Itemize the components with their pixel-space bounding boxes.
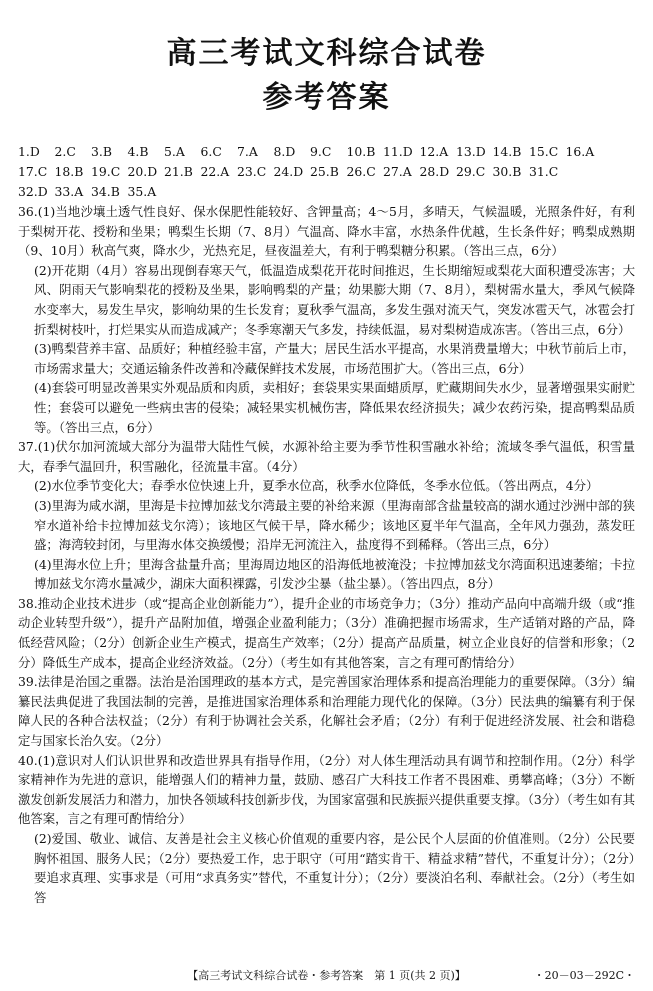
q37-part1: 37.(1)伏尔加河流域大部分为温带大陆性气候，水源补给主要为季节性积雪融水补给；流域冬季气温低，积雪量大，春季气温回升，积雪融化，径流量丰富。（4分） <box>18 439 635 474</box>
answer-item: 24.D <box>273 164 304 179</box>
answer-item: 6.C <box>200 144 222 159</box>
answer-item: 3.B <box>91 144 112 159</box>
q37-part4: (4)里海水位上升；里海含盐量升高；里海周边地区的沿海低地被淹没；卡拉博加兹戈尔湾面积迅速萎缩；卡拉博加兹戈尔湾水量减少，湖床大面积裸露，引发沙尘暴（盐尘暴）。（答出四点，8分） <box>34 556 635 592</box>
page-title: 高三考试文科综合试卷 <box>166 36 487 71</box>
answer-item: 18.B <box>54 164 84 179</box>
answer-item: 1.D <box>18 144 40 159</box>
answer-item: 10.B <box>346 144 376 159</box>
answer-item: 23.C <box>237 164 267 179</box>
answer-item: 7.A <box>237 144 258 159</box>
answer-row <box>18 142 635 162</box>
answer-item: 21.B <box>164 164 193 179</box>
answer-item: 15.C <box>529 144 559 159</box>
answer-item: 8.D <box>273 144 296 159</box>
answer-item: 25.B <box>310 164 339 179</box>
answer-item: 35.A <box>127 184 157 199</box>
q39-answer: 39.法律是治国之重器。法治是治国理政的基本方式，是完善国家治理体系和提高治理能力的重要保障。（3分）编纂民法典促进了我国法制的完善，是推进国家治理体系和治理能力现代化的保障。（3分）民法典的编纂有利于保障人民的各种合法权益；（2分）有利于协调社会关系，化解社会矛盾；（2分）有利于促进经济发展、社会和谐稳定与国家长治久安。（2分） <box>18 674 635 749</box>
answer-item: 29.C <box>456 164 486 179</box>
footer-exam-code: ・20－03－292C・ <box>533 969 635 982</box>
answer-item: 19.C <box>91 164 121 179</box>
q36-part2: (2)开花期（4月）容易出现倒春寒天气，低温造成梨花开花时间推迟，生长期缩短或梨花大面积遭受冻害；大风、阴雨天气影响梨花的授粉及坐果，影响鸭梨的产量；幼果膨大期（7、8月），梨树需水量大，季风气候降水变率大，易发生旱灾，影响幼果的生长发育；夏秋季气温高，多发生强对流天气，突发冰雹天气，冰雹会打折梨树枝叶，打烂果实从而造成减产；冬季寒潮天气多发，持续低温，易对梨树造成冻害。（答出三点，6分） <box>34 262 635 337</box>
q36-part3: (3)鸭梨营养丰富、品质好；种植经验丰富，产量大；居民生活水平提高，水果消费量增大；中秋节前后上市，市场需求量大；交通运输条件改善和冷藏保鲜技术发展，市场范围扩大。（答出三点，6分） <box>34 341 635 376</box>
answer-item: 26.C <box>346 164 376 179</box>
answer-item: 27.A <box>383 164 412 179</box>
answer-item: 5.A <box>164 144 185 159</box>
page-footer <box>0 967 653 983</box>
q36-part1: 36.(1)当地沙壤土透气性良好、保水保肥性能较好、含钾量高；4～5月，多晴天，气候温暖，光照条件好，有利于梨树开花、授粉和坐果；鸭梨生长期（7、8月）气温高、降水丰富，水热条件优越，生长条件好；鸭梨成熟期（9、10月）秋高气爽，降水少，光热充足，昼夜温差大，有利于鸭梨糖分积累。（答出三点，6分） <box>18 204 635 259</box>
answer-body <box>18 202 635 907</box>
answer-item: 31.C <box>529 164 559 179</box>
answer-item: 20.D <box>127 164 158 179</box>
q37-part2: (2)水位季节变化大；春季水位快速上升，夏季水位高，秋季水位降低，冬季水位低。（答出两点，4分） <box>34 478 599 494</box>
answer-item: 11.D <box>383 144 413 159</box>
answer-item: 4.B <box>127 144 149 159</box>
answer-row <box>18 182 635 202</box>
answer-row <box>18 162 635 182</box>
answer-item: 33.A <box>54 184 84 199</box>
q40-part1: 40.(1)意识对人们认识世界和改造世界具有指导作用，（2分）对人体生理活动具有调节和控制作用。（2分）科学家精神作为先进的意识，能增强人们的精神力量，鼓励、感召广大科技工作者不畏困难、勇攀高峰；（3分）不断激发创新发展活力和潜力，加快各领域科技创新步伐，为国家富强和民族振兴提供重要支撑。（3分）（考生如有其他答案，言之有理可酌情给分） <box>18 752 635 827</box>
choice-answer-key <box>18 142 635 202</box>
q40-part2: (2)爱国、敬业、诚信、友善是社会主义核心价值观的重要内容，是公民个人层面的价值准则。（2分）公民要胸怀祖国、服务人民；（2分）要热爱工作，忠于职守（可用“踏实肯干、精益求精”替代，不重复计分）；（2分）要追求真理、实事求是（可用“求真务实”替代，不重复计分）；（2分）要淡泊名利、奉献社会。（2分）（考生如答 <box>34 831 635 905</box>
answer-item: 16.A <box>565 144 595 159</box>
answer-item: 13.D <box>456 144 486 159</box>
answer-item: 30.B <box>492 164 522 179</box>
answer-item: 14.B <box>492 144 522 159</box>
answer-item: 22.A <box>200 164 230 179</box>
q38-answer: 38.推动企业技术进步（或“提高企业创新能力”），提升企业的市场竞争力；（3分）推动产品向中高端升级（或“推动企业转型升级”），提升产品附加值，增强企业盈利能力；（3分）准确把握市场需求，生产适销对路的产品，降低经营风险；（2分）创新企业生产模式，提高生产效率；（2分）提高产品质量，树立企业良好的信誉和形象；（2分）降低生产成本，提高企业经济效益。（2分）（考生如有其他答案，言之有理可酌情给分） <box>18 595 635 670</box>
page-subtitle: 参考答案 <box>262 80 391 115</box>
q37-part3: (3)里海为咸水湖，里海是卡拉博加兹戈尔湾最主要的补给来源（里海南部含盐量较高的湖水通过沙洲中部的狭窄水道补给卡拉博加兹戈尔湾）；该地区气候干旱，降水稀少；该地区夏半年气温高，全年风力强劲，蒸发旺盛；海湾较封闭，与里海水体交换缓慢；沿岸无河流注入，盐度得不到稀释。（答出三点，6分） <box>34 497 635 553</box>
answer-item: 17.C <box>18 164 48 179</box>
q36-part4: (4)套袋可明显改善果实外观品质和肉质，卖相好；套袋果实果面蜡质厚，贮藏期间失水少，显著增强果实耐贮性；套袋可以避免一些病虫害的侵染；减轻果实机械伤害，降低果农经济损失；减少农药污染，提高鸭梨品质等。（答出三点，6分） <box>34 380 635 435</box>
answer-item: 9.C <box>310 144 332 159</box>
answer-item: 32.D <box>18 184 48 199</box>
answer-item: 28.D <box>419 164 450 179</box>
answer-item: 12.A <box>419 144 449 159</box>
answer-item: 2.C <box>54 144 76 159</box>
answer-item: 34.B <box>91 184 120 199</box>
footer-page-info: 【高三考试文科综合试卷・参考答案 第 1 页(共 2 页)】 <box>187 969 466 982</box>
